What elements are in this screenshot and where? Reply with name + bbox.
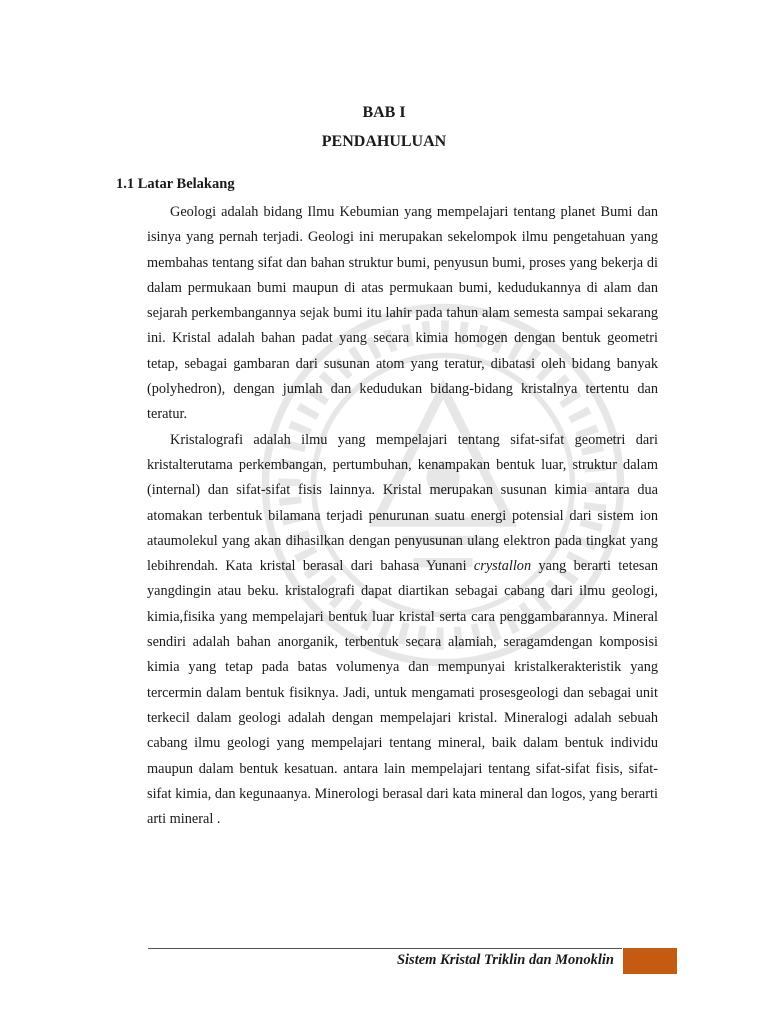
paragraph-text: Kristalografi adalah ilmu yang mempelajari tentang sifat-sifat geometri dari kristalterutama perkembangan, pertumbuhan, kenampakan bentuk luar, struktur dalam (internal) dan sifat-sifat fisis lainnya. Kristal merupakan susunan kimia antara dua atomakan terbentuk bilamana terjadi penurunan suatu energi potensial dari sistem ion ataumolekul yang akan dihasilkan dengan penyusunan ulang elektron pada tingkat yang lebihrendah. Kata kristal berasal dari bahasa Yunani	[147, 431, 658, 575]
italic-term: crystallon	[473, 558, 532, 575]
body-text	[147, 200, 658, 832]
paragraph-1	[147, 200, 658, 428]
footer-divider	[148, 948, 622, 949]
section-heading: 1.1 Latar Belakang	[116, 176, 235, 192]
paragraph-text: yang berarti tetesan yangdingin atau beku. kristalografi dapat diartikan sebagai cabang dari ilmu geologi, kimia,fisika yang mempelajari bentuk luar kristal serta cara penggambarannya. Mineral sendiri adalah bahan anorganik, terbentuk secara alamiah, seragamdengan komposisi kimia yang tetap pada batas volumenya dan mempunyai kristalkerakteristik yang tercermin dalam bentuk fisiknya. Jadi, untuk mengamati prosesgeologi dan sebagai unit terkecil dalam geologi adalah dengan mempelajari kristal. Mineralogi adalah sebuah cabang ilmu geologi yang mempelajari tentang mineral, baik dalam bentuk individu maupun dalam bentuk kesatuan. antara lain mempelajari tentang sifat-sifat fisis, sifat-sifat kimia, dan kegunaanya. Minerologi berasal dari kata mineral dan logos, yang berarti arti mineral .	[147, 558, 658, 828]
footer-accent-box	[623, 948, 677, 974]
chapter-title: PENDAHULUAN	[321, 133, 447, 150]
paragraph-text: Geologi adalah bidang Ilmu Kebumian yang mempelajari tentang planet Bumi dan isinya yang pernah terjadi. Geologi ini merupakan sekelompok ilmu pengetahuan yang membahas tentang sifat dan bahan struktur bumi, penyusun bumi, proses yang bekerja di dalam permukaan bumi maupun di atas permukaan bumi, kedudukannya di alam dan sejarah perkembangannya sejak bumi itu lahir pada tahun alam semesta sampai sekarang ini. Kristal adalah bahan padat yang secara kimia homogen dengan bentuk geometri tetap, sebagai gambaran dari susunan atom yang teratur, dibatasi oleh bidang banyak (polyhedron), dengan jumlah dan kedudukan bidang-bidang kristalnya tertentu dan teratur.	[147, 204, 658, 423]
paragraph-2	[147, 428, 658, 833]
chapter-number: BAB I	[362, 104, 406, 121]
footer-title: Sistem Kristal Triklin dan Monoklin	[396, 952, 614, 968]
